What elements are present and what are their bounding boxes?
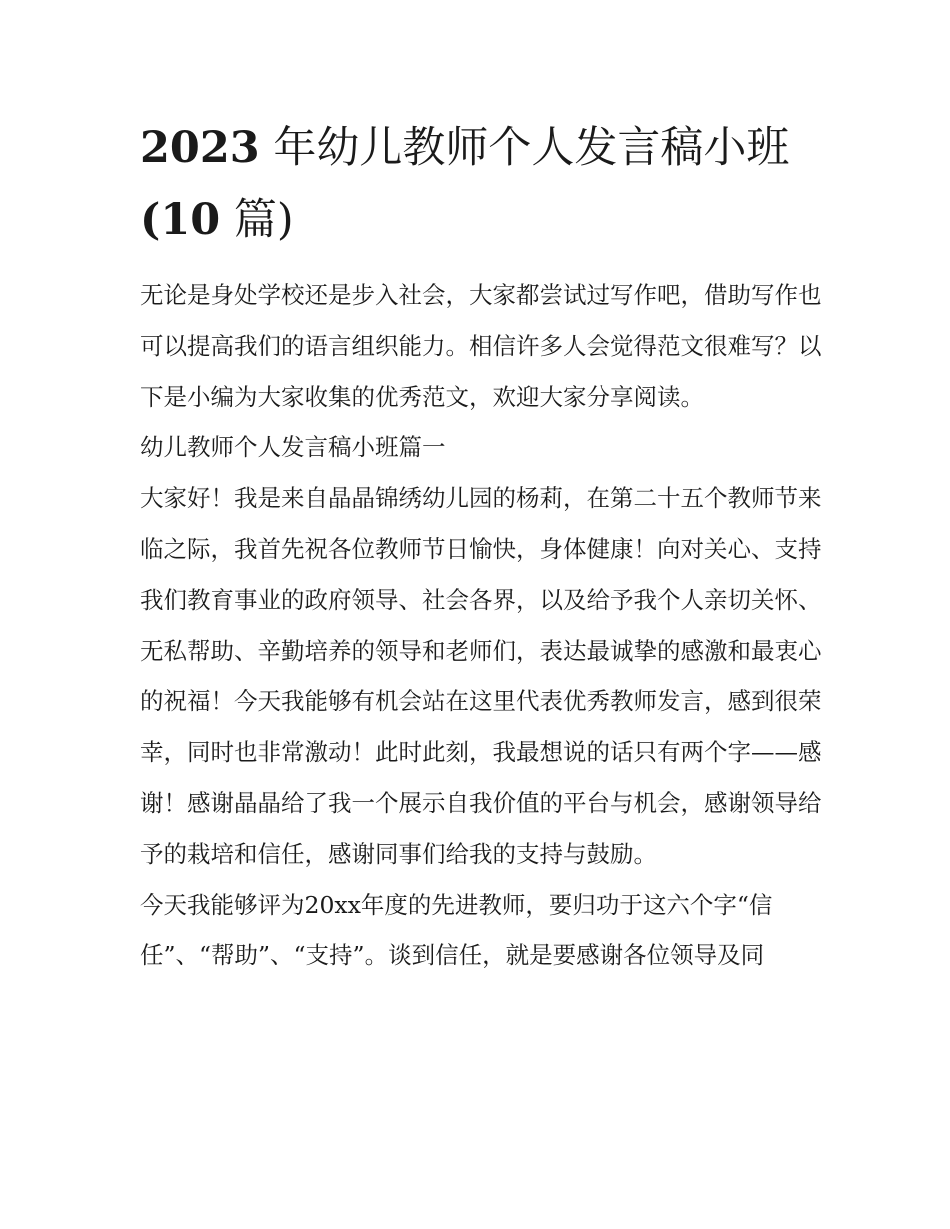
title-suffix: 篇) [220,195,294,245]
document-page [140,112,830,981]
document-title [140,112,830,256]
title-year: 2023 [140,123,260,173]
title-count: (10 [140,195,221,245]
section-heading: 幼儿教师个人发言稿小班篇一 [140,433,446,462]
title-text: 年幼儿教师个人发言稿小班 [273,123,790,173]
intro-paragraph: 无论是身处学校还是步入社会，大家都尝试过写作吧，借助写作也可以提高我们的语言组织能力。相信许多人会觉得范文很难写？以下是小编为大家收集的优秀范文，欢迎大家分享阅读。 [140,281,822,411]
body-paragraph-1: 大家好！我是来自晶晶锦绣幼儿园的杨莉，在第二十五个教师节来临之际，我首先祝各位教师节日愉快，身体健康！向对关心、支持我们教育事业的政府领导、社会各界，以及给予我个人亲切关怀、无私帮助、辛勤培养的领导和老师们，表达最诚挚的感激和最衷心的祝福！今天我能够有机会站在这里代表优秀教师发言，感到很荣幸，同时也非常激动！此时此刻，我最想说的话只有两个字——感谢！感谢晶晶给了我一个展示自我价值的平台与机会，感谢领导给予的栽培和信任，感谢同事们给我的支持与鼓励。 [140,484,822,868]
body-paragraph-2: 今天我能够评为20xx年度的先进教师，要归功于这六个字“信任”、“帮助”、“支持”。谈到信任，就是要感谢各位领导及同 [140,890,773,970]
